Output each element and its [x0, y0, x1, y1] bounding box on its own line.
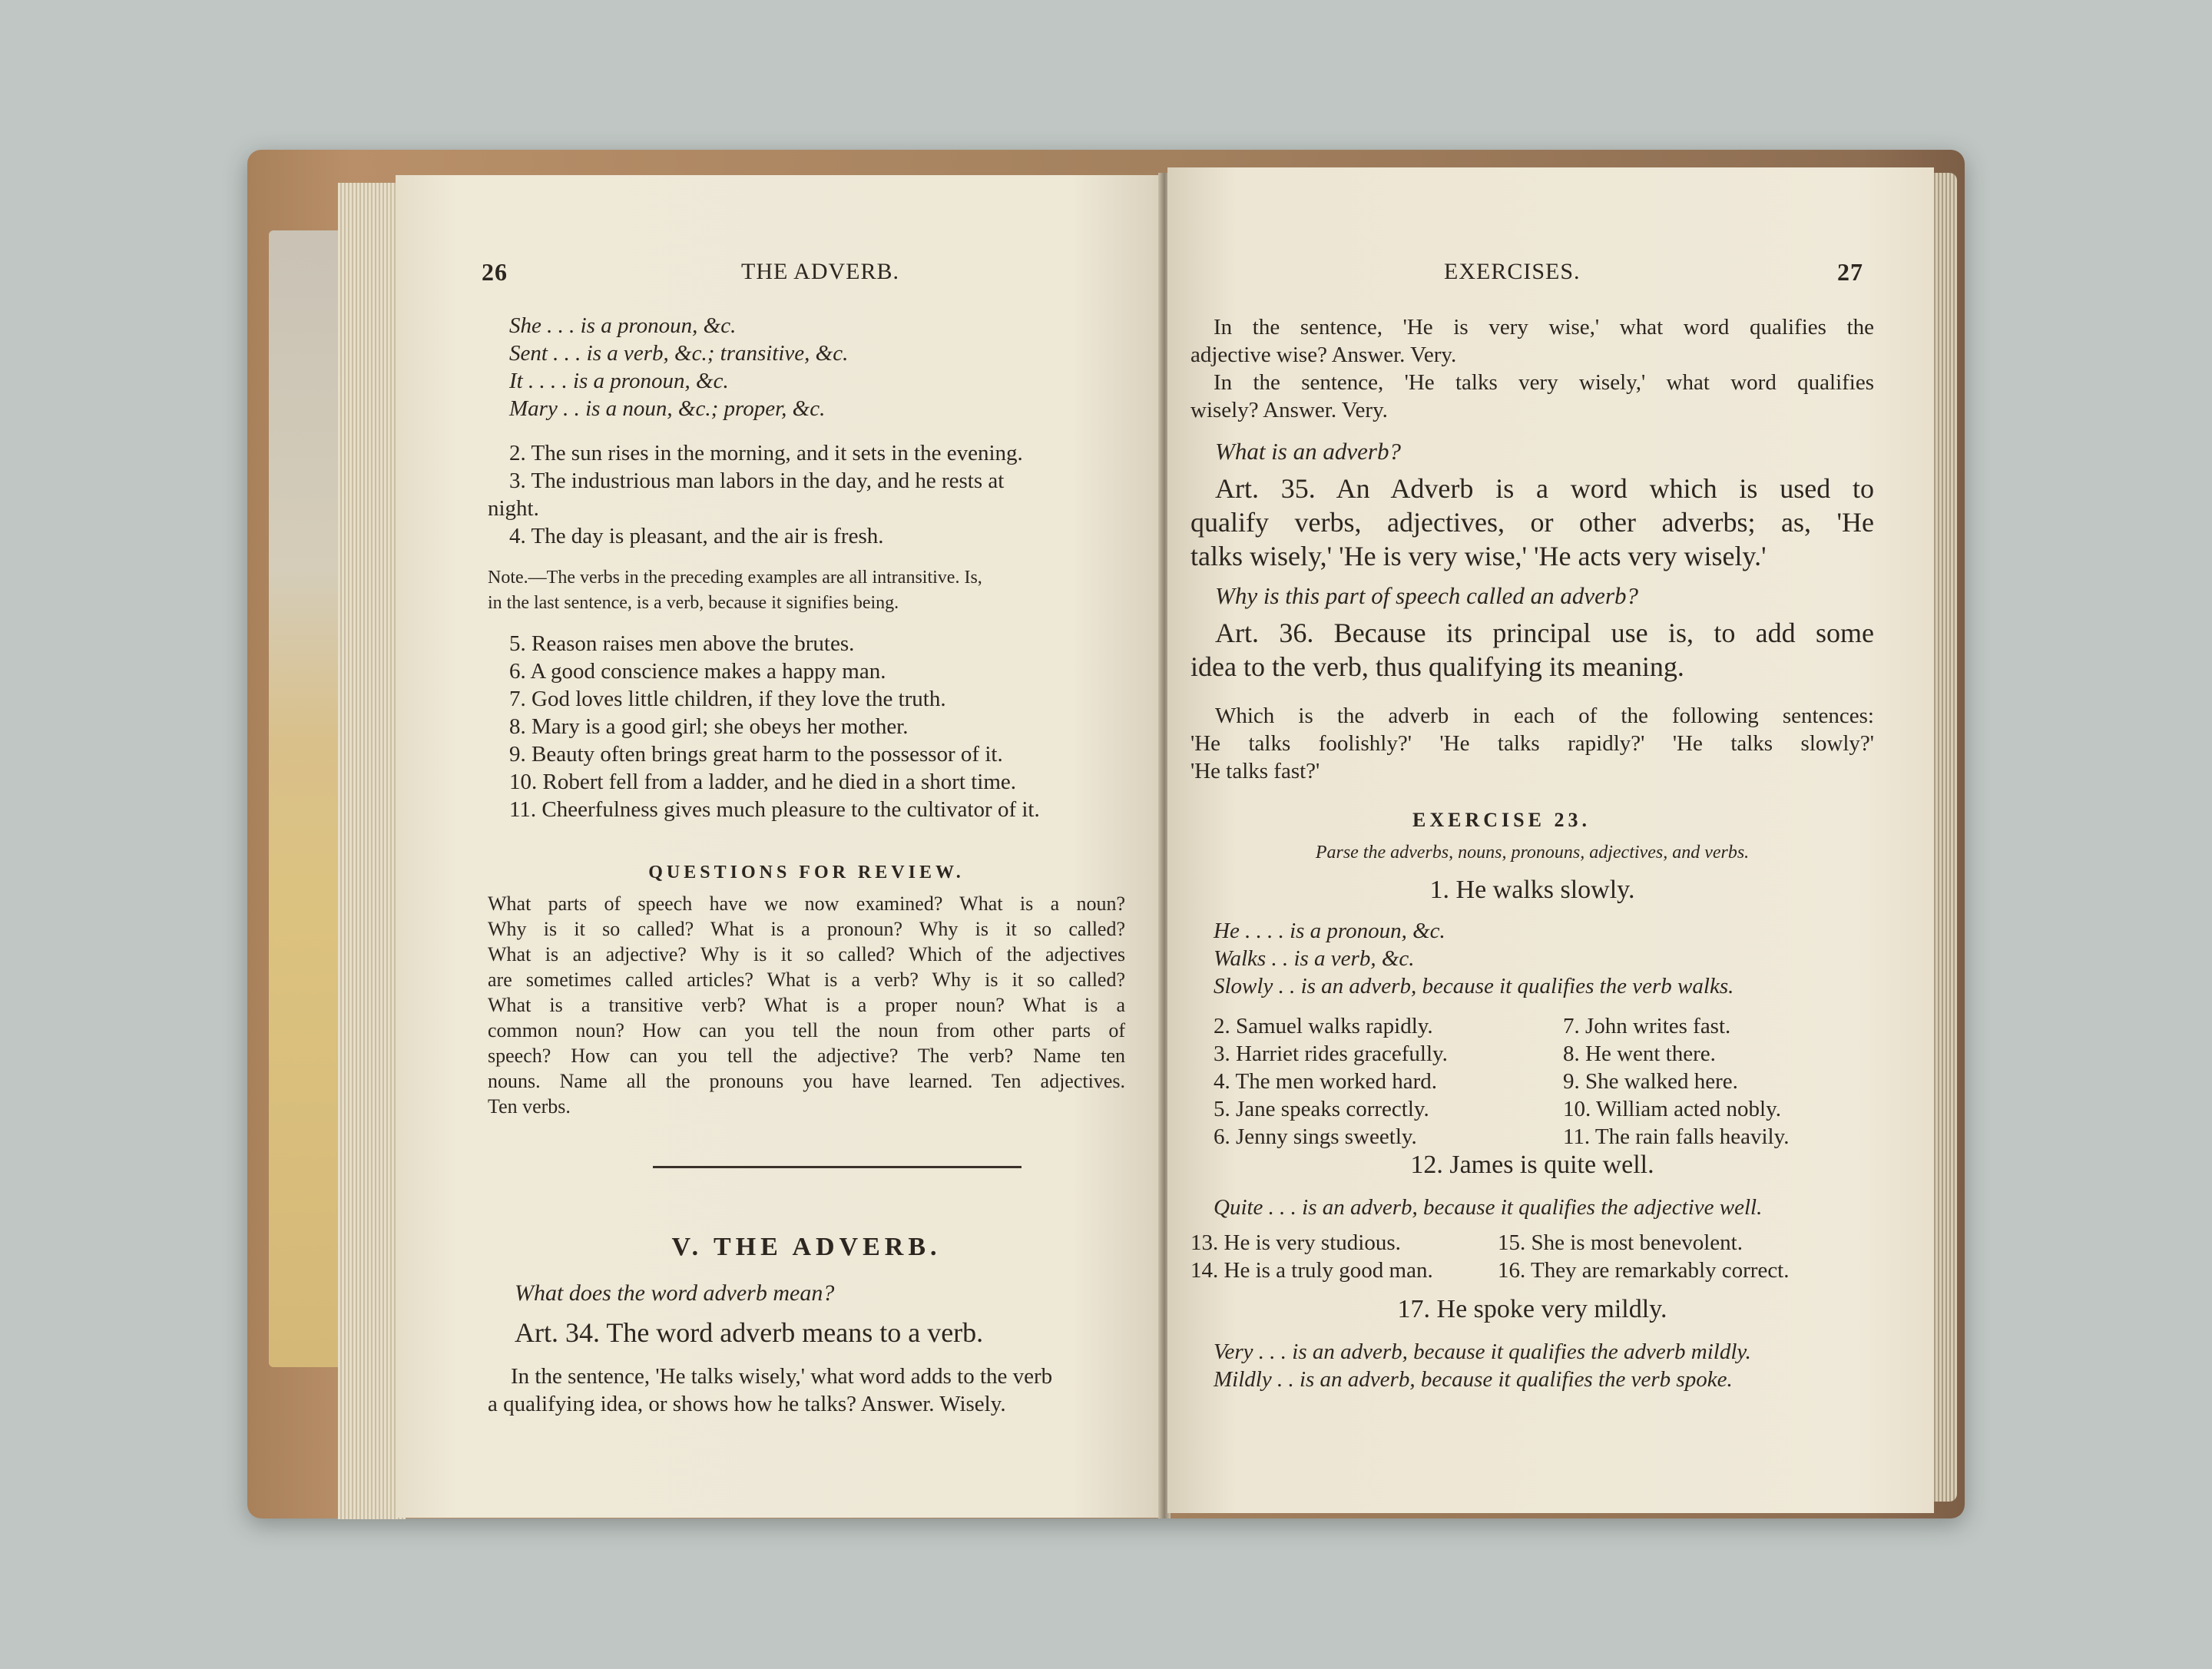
intro-line: wisely? Answer. Very. [1190, 398, 1388, 422]
right-running-title: EXERCISES. [1444, 259, 1581, 284]
review-line: are sometimes called articles? What is a verb? Why is it so called? [488, 969, 1125, 991]
parse-line: Mary . . is a noun, &c.; proper, &c. [509, 396, 826, 421]
review-line: Why is it so called? What is a pronoun? Why is it so called? [488, 918, 1125, 940]
intro-line: In the sentence, 'He is very wise,' what word qualifies the [1214, 315, 1874, 339]
parse-line: Very . . . is an adverb, because it qualifies the adverb mildly. [1214, 1340, 1751, 1364]
closing-line: a qualifying idea, or shows how he talks? Answer. Wisely. [488, 1392, 1006, 1416]
review-line: Ten verbs. [488, 1095, 571, 1118]
exercise-item: 15. She is most benevolent. [1498, 1230, 1743, 1255]
sentence: 8. Mary is a good girl; she obeys her mother. [509, 714, 909, 739]
exercise-list-left [1214, 1012, 1448, 1151]
sentence: 11. Cheerfulness gives much pleasure to the cultivator of it. [509, 797, 1040, 822]
sentence: 7. God loves little children, if they love the truth. [509, 687, 946, 711]
which-question [1190, 702, 1874, 785]
parse-line: Mildly . . is an adverb, because it qualifies the verb spoke. [1214, 1367, 1733, 1392]
exercise-pairs-right [1498, 1229, 1790, 1284]
exercise-item: 3. Harriet rides gracefully. [1214, 1041, 1448, 1066]
exercise-item: 14. He is a truly good man. [1190, 1258, 1433, 1283]
sentence: 6. A good conscience makes a happy man. [509, 659, 886, 684]
review-line: common noun? How can you tell the noun from other parts of [488, 1019, 1125, 1041]
note [488, 565, 1125, 616]
example-1-parse [1214, 917, 1897, 1000]
art-36 [1190, 616, 1874, 684]
example-17: 17. He spoke very mildly. [1397, 1295, 1667, 1323]
which-line: 'He talks fast?' [1190, 759, 1320, 783]
note-line: Note.—The verbs in the preceding examples are all intransitive. Is, [488, 568, 982, 588]
sentence: night. [488, 496, 539, 521]
intro-line: adjective wise? Answer. Very. [1190, 343, 1457, 367]
parse-line: It . . . . is a pronoun, &c. [509, 369, 729, 393]
left-page-number: 26 [482, 258, 508, 286]
art-35-line: qualify verbs, adjectives, or other adverbs; as, 'He [1190, 507, 1874, 538]
exercise-item: 11. The rain falls heavily. [1563, 1124, 1790, 1149]
example-12: 12. James is quite well. [1410, 1151, 1654, 1179]
sentence: 4. The day is pleasant, and the air is fresh. [509, 524, 884, 548]
review-line: nouns. Name all the pronouns you have learned. Ten adjectives. [488, 1070, 1125, 1092]
exercise-item: 9. She walked here. [1563, 1069, 1738, 1094]
exercise-list-right [1563, 1012, 1789, 1151]
sentences-a [488, 439, 1125, 550]
review-line: What is an adjective? Why is it so called? Which of the adjectives [488, 943, 1125, 965]
art-35-line: Art. 35. An Adverb is a word which is used to [1215, 473, 1874, 504]
right-running-head [1190, 258, 1874, 289]
which-line: 'He talks foolishly?' 'He talks rapidly?' 'He talks slowly?' [1190, 731, 1874, 756]
question-what-adverb: What is an adverb? [1215, 438, 1401, 465]
art-35 [1190, 472, 1874, 573]
exercise-item: 8. He went there. [1563, 1041, 1716, 1066]
art-36-line: idea to the verb, thus qualifying its meaning. [1190, 651, 1684, 682]
intro-questions [1190, 313, 1874, 424]
note-line: in the last sentence, is a verb, because it signifies being. [488, 593, 899, 613]
exercise-item: 5. Jane speaks correctly. [1214, 1097, 1429, 1121]
sentence: 3. The industrious man labors in the day, and he rests at [509, 469, 1005, 493]
exercise-item: 16. They are remarkably correct. [1498, 1258, 1790, 1283]
parse-lines [509, 312, 1147, 422]
parse-line: Walks . . is a verb, &c. [1214, 946, 1415, 971]
review-line: What is a transitive verb? What is a proper noun? What is a [488, 994, 1125, 1016]
exercise-item: 4. The men worked hard. [1214, 1069, 1437, 1094]
question-adverb-meaning: What does the word adverb mean? [515, 1280, 835, 1306]
parse-line: Slowly . . is an adverb, because it qualifies the verb walks. [1214, 974, 1734, 998]
sentence: 9. Beauty often brings great harm to the possessor of it. [509, 742, 1003, 767]
example-1: 1. He walks slowly. [1429, 876, 1635, 904]
sentence: 10. Robert fell from a ladder, and he died in a short time. [509, 770, 1017, 794]
sentence: 2. The sun rises in the morning, and it sets in the evening. [509, 441, 1023, 465]
section-rule [653, 1166, 1022, 1168]
sentence: 5. Reason raises men above the brutes. [509, 631, 855, 656]
example-17-parse [1214, 1338, 1897, 1393]
parse-line: He . . . . is a pronoun, &c. [1214, 919, 1445, 943]
exercise-item: 2. Samuel walks rapidly. [1214, 1014, 1433, 1038]
art-35-line: talks wisely,' 'He is very wise,' 'He acts very wisely.' [1190, 541, 1767, 571]
right-page-number: 27 [1837, 258, 1863, 286]
closing-question [488, 1363, 1125, 1418]
intro-line: In the sentence, 'He talks very wisely,' what word qualifies [1214, 370, 1874, 395]
exercise-heading: EXERCISE 23. [1412, 809, 1591, 831]
art-34: Art. 34. The word adverb means to a verb. [515, 1317, 984, 1348]
exercise-item: 10. William acted nobly. [1563, 1097, 1781, 1121]
exercise-item: 7. John writes fast. [1563, 1014, 1731, 1038]
left-running-title: THE ADVERB. [741, 259, 899, 284]
review-line: speech? How can you tell the adjective? The verb? Name ten [488, 1045, 1125, 1067]
exercise-item: 6. Jenny sings sweetly. [1214, 1124, 1417, 1149]
sentences-b [509, 630, 1147, 823]
review-line: What parts of speech have we now examined? What is a noun? [488, 892, 1125, 915]
right-page [1167, 167, 1934, 1513]
left-running-head [482, 258, 1125, 289]
section-heading: V. THE ADVERB. [671, 1233, 942, 1261]
exercise-pairs-left [1190, 1229, 1433, 1284]
which-line: Which is the adverb in each of the following sentences: [1215, 704, 1874, 728]
review-heading: QUESTIONS FOR REVIEW. [648, 863, 965, 883]
parse-line: Sent . . . is a verb, &c.; transitive, &c. [509, 341, 849, 366]
art-36-line: Art. 36. Because its principal use is, to add some [1215, 618, 1874, 648]
left-page [396, 175, 1164, 1518]
exercise-item: 13. He is very studious. [1190, 1230, 1401, 1255]
parse-line: She . . . is a pronoun, &c. [509, 313, 737, 338]
question-why-adverb: Why is this part of speech called an adverb? [1215, 582, 1639, 609]
example-12-parse: Quite . . . is an adverb, because it qualifies the adjective well. [1214, 1195, 1763, 1220]
exercise-instruction: Parse the adverbs, nouns, pronouns, adjectives, and verbs. [1315, 843, 1750, 863]
closing-line: In the sentence, 'He talks wisely,' what word adds to the verb [511, 1364, 1053, 1389]
review-questions [488, 891, 1125, 1119]
